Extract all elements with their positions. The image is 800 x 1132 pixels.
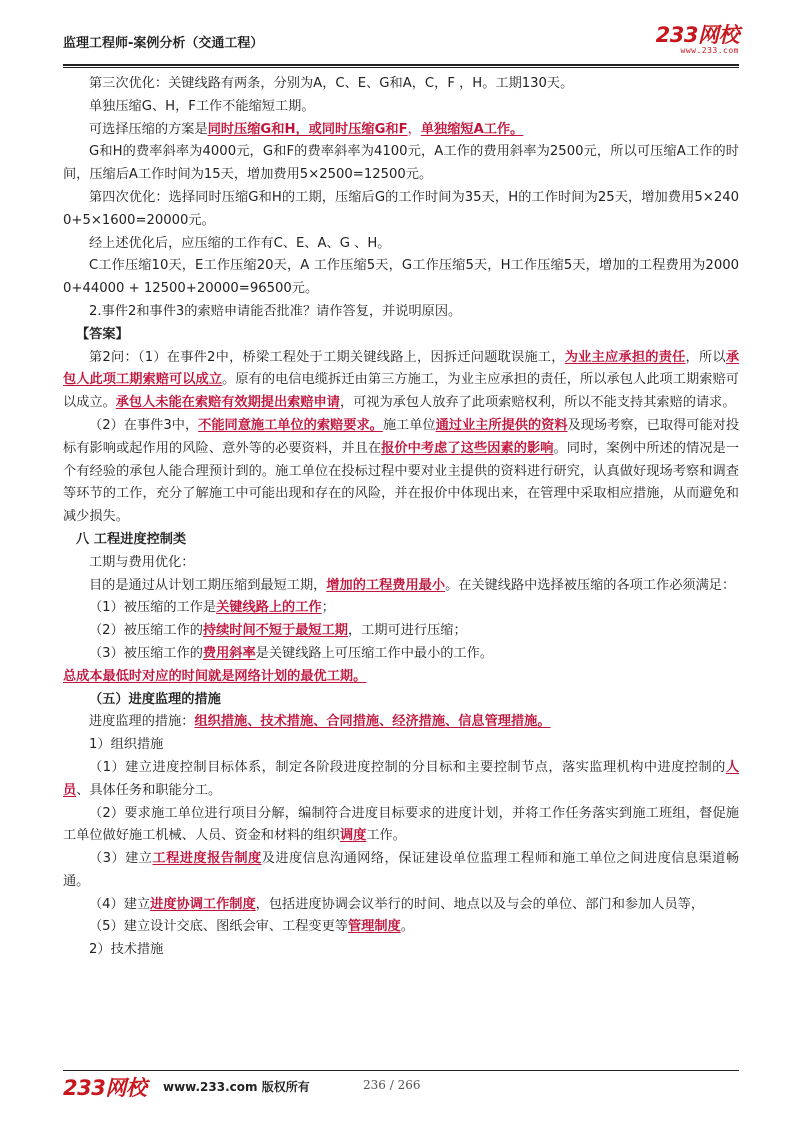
- highlight: 单独缩短A工作。: [420, 121, 524, 137]
- highlight: 关键线路上的工作: [216, 600, 322, 616]
- text: 工作。: [366, 828, 406, 844]
- highlight: 管理制度: [347, 919, 401, 935]
- text: 是关键线路上可压缩工作中最小的工作。: [255, 645, 494, 661]
- paragraph: 经上述优化后，应压缩的工作有C、E、A、G 、H。: [89, 235, 391, 251]
- footer-logo: 233网校: [63, 1076, 147, 1100]
- paragraph: [63, 666, 739, 689]
- highlight: 承包人此项工期索赔可以成立: [63, 349, 740, 388]
- text: 。在关键线路中选择被压缩的各项工作必须满足：: [445, 577, 736, 593]
- text: 。原有的电信电缆拆迁由第三方施工，为业主应承担的责任，所以承包人此项工期索赔可以成立。: [63, 372, 739, 411]
- text: 及进度信息沟通网络，保证建设单位监理工程师和施工单位之间进度信息渠道畅通。: [63, 851, 740, 889]
- text: （2）被压缩工作的: [89, 623, 203, 639]
- document-body: [63, 73, 739, 962]
- page-header: [63, 24, 739, 64]
- paragraph: [63, 119, 739, 142]
- highlight: 调度: [339, 828, 367, 844]
- paragraph: 第四次优化：选择同时压缩G和H的工期，压缩后G的工作时间为35天，H的工作时间为25天，增加费用5×2400+5×1600=20000元。: [63, 189, 739, 228]
- text: ，: [407, 121, 421, 137]
- answer-heading: 【答案】: [76, 326, 129, 342]
- measure-item: [63, 848, 739, 894]
- highlight: 组织措施、技术措施、合同措施、经济措施、信息管理措施。: [194, 714, 551, 730]
- text: （4）建立: [89, 896, 151, 912]
- text: ，包括进度协调会议举行的时间、地点以及与会的单位、部门和参加人员等，: [255, 896, 705, 912]
- text: ，所以: [685, 349, 726, 365]
- text: （3）建立: [89, 851, 153, 867]
- answer-paragraph: [63, 347, 739, 415]
- paragraph: G和H的费率斜率为4000元，G和F的费率斜率为4100元，A工作的费用斜率为2500元，所以可压缩A工作的时间，压缩后A工作时间为15天，增加费用5×2500=12500元。: [63, 144, 739, 183]
- text: 施工单位: [382, 417, 436, 433]
- text: 第2问：（1）在事件2中，桥梁工程处于工期关键线路上，因拆迁问题耽误施工，: [89, 349, 565, 365]
- highlight: 通过业主所提供的资料: [435, 417, 568, 433]
- section-title: （五）进度监理的措施: [89, 691, 221, 707]
- paragraph: 第三次优化：关键线路有两条，分别为A，C、E、G和A，C，F ，H。工期130天。: [89, 76, 574, 91]
- page-footer: [63, 1062, 739, 1100]
- text: （5）建立设计交底、图纸会审、工程变更等: [89, 919, 348, 935]
- header-divider-thin: [63, 67, 739, 68]
- highlight: 总成本最低时对应的时间就是网络计划的最优工期。: [63, 668, 367, 684]
- logo-text: 233网校: [655, 23, 739, 47]
- brand-logo: [656, 24, 739, 55]
- text: （1）被压缩的工作是: [89, 600, 217, 616]
- section-title: 八 工程进度控制类: [76, 531, 187, 547]
- paragraph: [63, 575, 739, 598]
- condition-item: [63, 643, 739, 666]
- condition-item: [63, 620, 739, 643]
- highlight: 同时压缩G和H，或同时压缩G和F: [207, 121, 408, 137]
- text: 。同时，案例中所述的情况是一个有经验的承包人能合理预计到的。施工单位在投标过程中要对业主提供的资料进行研究，认真做好现场考察和调查等环节的工作，充分了解施工中可能出现和存在的风险，并在报价中体现出来，在管理中采取相应措施，从而避免和减少损失。: [63, 440, 740, 525]
- text: （2）要求施工单位进行项目分解，编制符合进度目标要求的进度计划，并将工作任务落实到施工班组，督促施工单位做好施工机械、人员、资金和材料的组织: [63, 805, 739, 844]
- sub-title: 1）组织措施: [89, 737, 164, 753]
- header-divider: [63, 64, 739, 66]
- measure-item: [63, 803, 739, 849]
- highlight: 工程进度报告制度: [152, 851, 262, 867]
- text: ；: [321, 600, 335, 616]
- condition-item: [63, 597, 739, 620]
- measure-item: [63, 757, 739, 803]
- text: （1）建立进度控制目标体系，制定各阶段进度控制的分目标和主要控制节点，落实监理机构中进度控制的: [89, 759, 726, 775]
- text: （2）在事件3中，: [89, 417, 199, 433]
- page-number: 236 / 266: [363, 1078, 421, 1092]
- text: 及现场考察，已取得可能对投标有影响或起作用的风险、意外等的必要资料，并且在: [63, 417, 740, 456]
- highlight: 人员: [63, 759, 739, 798]
- paragraph: [63, 711, 739, 734]
- question: 2.事件2和事件3的索赔申请能否批准？请作答复，并说明原因。: [89, 303, 462, 319]
- sub-title: 2）技术措施: [89, 942, 164, 958]
- paragraph: C工作压缩10天，E工作压缩20天，A 工作压缩5天，G工作压缩5天，H工作压缩5天，增加的工程费用为20000+44000 + 12500+20000=96500元。: [63, 258, 739, 297]
- logo-url: www.233.com: [680, 46, 739, 55]
- text: 目的是通过从计划工期压缩到最短工期，: [89, 577, 327, 593]
- measure-item: [63, 916, 739, 939]
- paragraph: 单独压缩G、H，F工作不能缩短工期。: [89, 98, 315, 114]
- paragraph: 工期与费用优化：: [89, 554, 195, 570]
- highlight: 承包人未能在索赔有效期提出索赔申请: [115, 395, 340, 411]
- text: 可选择压缩的方案是: [89, 121, 208, 137]
- text: 。: [400, 919, 414, 935]
- highlight: 进度协调工作制度: [150, 896, 256, 912]
- highlight: 不能同意施工单位的索赔要求。: [198, 417, 383, 433]
- highlight: 为业主应承担的责任: [564, 349, 686, 365]
- highlight: 持续时间不短于最短工期: [202, 623, 348, 639]
- highlight: 费用斜率: [202, 645, 256, 661]
- highlight: 报价中考虑了这些因素的影响: [381, 440, 554, 456]
- answer-paragraph: [63, 415, 739, 529]
- text: 进度监理的措施：: [89, 714, 195, 730]
- text: （3）被压缩工作的: [89, 645, 203, 661]
- measure-item: [63, 894, 739, 917]
- text: ，工期可进行压缩；: [347, 623, 467, 639]
- text: 、具体任务和职能分工。: [76, 782, 222, 798]
- highlight: 增加的工程费用最小: [326, 577, 446, 593]
- copyright: www.233.com 版权所有: [163, 1080, 310, 1094]
- text: ，可视为承包人放弃了此项索赔权利，所以不能支持其索赔的请求。: [339, 395, 736, 411]
- document-title: 监理工程师-案例分析（交通工程）: [63, 36, 264, 51]
